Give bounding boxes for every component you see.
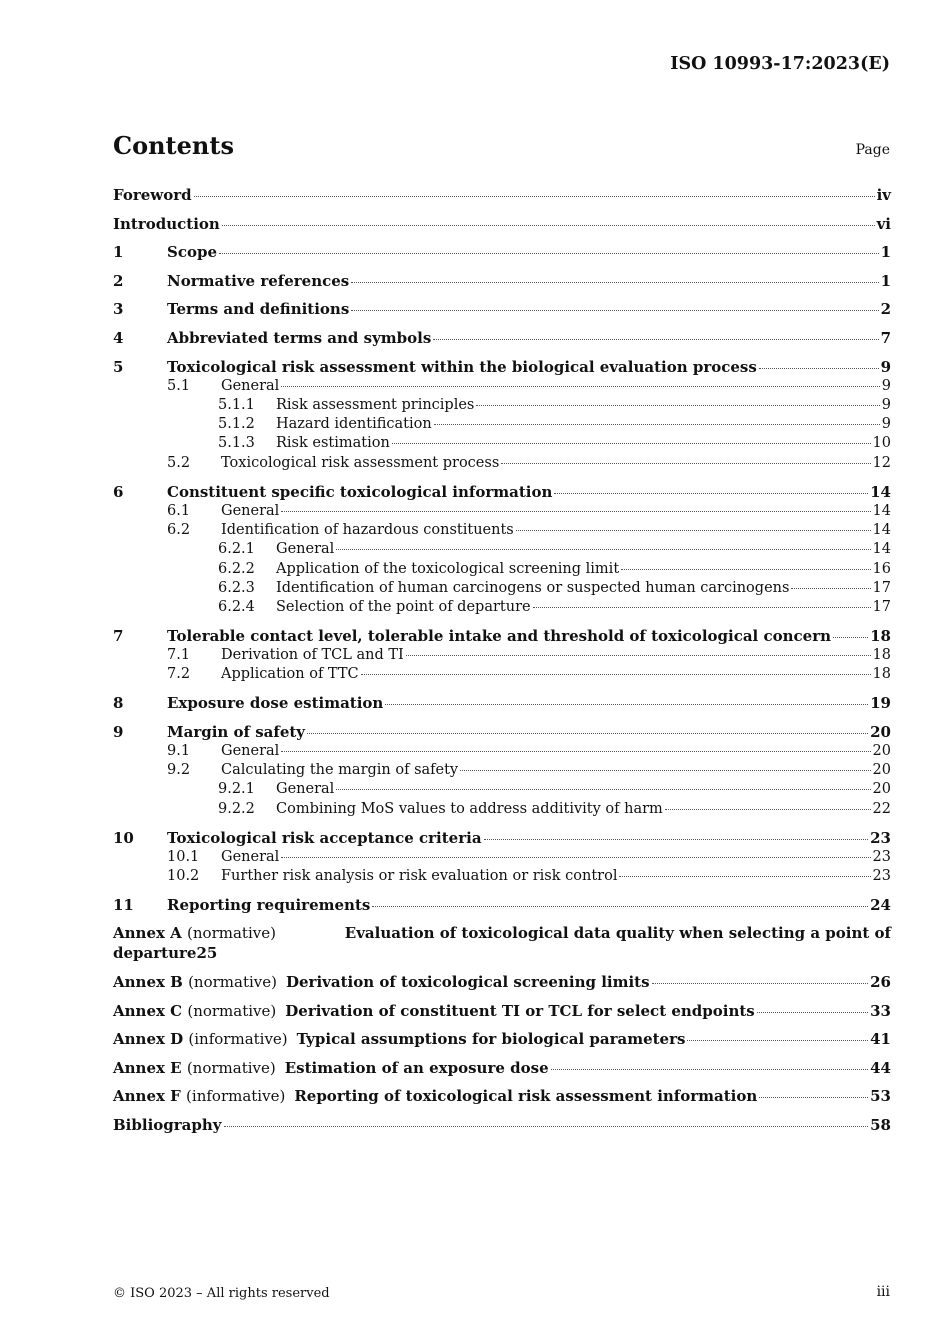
annex-label: Annex F <box>113 1087 181 1106</box>
leader-dots <box>757 1012 868 1013</box>
toc-entry-page: 9 <box>881 377 891 394</box>
toc-entry-page: 20 <box>872 781 891 798</box>
toc-entry-title: Tolerable contact level, tolerable intake and threshold of toxicological concern <box>167 627 832 646</box>
toc-entry-page: 1 <box>880 271 891 290</box>
toc-entry[interactable] <box>113 867 891 886</box>
annex-page: 41 <box>870 1030 891 1049</box>
leader-dots <box>791 588 870 589</box>
toc-entry-page: 23 <box>870 828 891 847</box>
leader-dots <box>621 569 870 570</box>
toc-entry-number: 2 <box>113 271 124 290</box>
annex-page: 26 <box>870 972 891 991</box>
toc-entry[interactable] <box>113 434 891 453</box>
toc-main-entries <box>113 185 891 915</box>
leader-dots <box>361 674 871 675</box>
toc-entry-number: 4 <box>113 328 124 347</box>
leader-dots <box>484 839 869 840</box>
toc-entry-page: vi <box>876 214 891 233</box>
toc-entry-title: Introduction <box>113 214 220 233</box>
toc-entry-page: 18 <box>870 627 891 646</box>
annex-type: (normative) <box>187 1001 277 1020</box>
annex-page: 53 <box>870 1087 891 1106</box>
toc-entry-number: 6.2.3 <box>218 579 255 596</box>
annex-type: (informative) <box>186 1087 286 1106</box>
annex-label: Annex D <box>113 1030 184 1049</box>
toc-entry-page: 18 <box>872 666 891 683</box>
toc-entry-title: Terms and definitions <box>167 300 350 319</box>
toc-entry-page: 12 <box>872 454 891 471</box>
toc-entry-page: 24 <box>870 895 891 914</box>
bibliography-page: 58 <box>870 1115 891 1134</box>
toc-entry-page: 10 <box>872 435 891 452</box>
toc-entry-title: General <box>221 502 280 519</box>
toc-entry-number: 10 <box>113 828 134 847</box>
annex-title: Estimation of an exposure dose <box>284 1058 549 1077</box>
toc-entry-title: General <box>221 377 280 394</box>
toc-entry-title: Normative references <box>167 271 350 290</box>
leader-dots <box>551 1069 869 1070</box>
toc-entry-title: Identification of hazardous constituents <box>221 521 514 538</box>
annex-a-page: 25 <box>196 944 218 963</box>
leader-dots <box>460 770 870 771</box>
annex-type: (informative) <box>188 1030 288 1049</box>
leader-dots <box>336 789 870 790</box>
toc-entry[interactable] <box>113 742 891 761</box>
leader-dots <box>281 386 879 387</box>
toc-entry-title: Toxicological risk acceptance criteria <box>167 828 482 847</box>
annex-type: (normative) <box>186 1058 276 1077</box>
toc-entry-title: General <box>221 848 280 865</box>
toc-entry[interactable] <box>113 242 891 262</box>
toc-entry-page: 9 <box>881 416 891 433</box>
toc-entry-title: Risk assessment principles <box>276 396 475 413</box>
toc-entry-title: Identification of human carcinogens or suspected human carcinogens <box>276 579 790 596</box>
toc-entry[interactable] <box>113 761 891 780</box>
toc-entry-number: 1 <box>113 243 124 262</box>
toc-entry-title: Toxicological risk assessment within the biological evaluation process <box>167 357 757 376</box>
toc-entry-annex[interactable] <box>113 972 891 992</box>
toc-entry-title: General <box>276 781 335 798</box>
toc-entry[interactable] <box>113 299 891 319</box>
footer-copyright: © ISO 2023 – All rights reserved <box>113 1286 330 1301</box>
leader-dots <box>759 1097 868 1098</box>
leader-dots <box>516 530 871 531</box>
leader-dots <box>372 906 868 907</box>
leader-dots <box>554 493 868 494</box>
toc-entry[interactable] <box>113 722 891 742</box>
leader-dots <box>759 368 879 369</box>
toc-entry[interactable] <box>113 665 891 684</box>
leader-dots <box>281 511 870 512</box>
toc-entry-title: General <box>276 541 335 558</box>
leader-dots <box>433 339 878 340</box>
toc-entry-number: 7.2 <box>167 666 191 683</box>
leader-dots <box>392 443 871 444</box>
leader-dots <box>336 549 870 550</box>
toc-entry-title: Risk estimation <box>276 435 390 452</box>
toc-entry-number: 6.2.1 <box>218 541 255 558</box>
toc-entry-page: 20 <box>870 722 891 741</box>
contents-title: Contents <box>113 131 234 160</box>
leader-dots <box>351 282 878 283</box>
toc-entry-number: 5.2 <box>167 454 191 471</box>
toc-entry[interactable] <box>113 502 891 521</box>
leader-dots <box>307 733 868 734</box>
toc-entry-number: 6 <box>113 482 124 501</box>
toc-entry-page: 1 <box>880 243 891 262</box>
toc-entry[interactable] <box>113 521 891 540</box>
toc-entry-number: 6.2.2 <box>218 560 255 577</box>
toc-entry-page: 22 <box>872 800 891 817</box>
toc-entry-number: 5.1 <box>167 377 191 394</box>
toc-entry-annex[interactable] <box>113 1001 891 1021</box>
toc-entry-page: 14 <box>872 502 891 519</box>
toc-annex-entries <box>113 972 891 1106</box>
toc-entry[interactable] <box>113 540 891 559</box>
annex-a-type: (normative) <box>187 924 276 943</box>
toc-entry-number: 3 <box>113 300 124 319</box>
toc-entry[interactable] <box>113 693 891 713</box>
footer-page-number: iii <box>876 1284 890 1300</box>
toc-entry-title: Margin of safety <box>167 722 306 741</box>
annex-label: Annex B <box>113 972 183 991</box>
toc-entry[interactable] <box>113 828 891 848</box>
toc-entry-number: 5 <box>113 357 124 376</box>
toc-entry-page: 17 <box>872 579 891 596</box>
toc-entry-title: Scope <box>167 243 218 262</box>
toc-entry[interactable] <box>113 800 891 819</box>
page-column-label: Page <box>855 142 890 158</box>
toc-entry-number: 6.2.4 <box>218 599 255 616</box>
annex-a-title-line1: Evaluation of toxicological data quality when selecting a point of <box>344 924 891 943</box>
leader-dots <box>619 876 870 877</box>
leader-dots <box>652 983 869 984</box>
toc-entry-number: 9.2 <box>167 762 191 779</box>
document-id: ISO 10993-17:2023(E) <box>670 54 890 74</box>
toc-entry-number: 6.1 <box>167 502 191 519</box>
toc-entry-number: 9.2.2 <box>218 800 255 817</box>
toc-entry-page: 9 <box>880 357 891 376</box>
toc-entry-title: Hazard identification <box>276 416 432 433</box>
leader-dots <box>501 463 870 464</box>
toc-entry-page: 2 <box>880 300 891 319</box>
toc-entry-page: iv <box>876 186 891 204</box>
toc-entry-number: 11 <box>113 895 134 914</box>
toc-entry-title: Reporting requirements <box>167 895 371 914</box>
leader-dots <box>833 637 868 638</box>
toc-entry-title: Abbreviated terms and symbols <box>167 328 432 347</box>
toc-entry[interactable] <box>113 454 891 473</box>
toc-entry[interactable] <box>113 560 891 579</box>
leader-dots <box>222 225 875 226</box>
leader-dots <box>665 809 871 810</box>
leader-dots <box>281 751 870 752</box>
toc-entry-number: 10.1 <box>167 848 200 865</box>
toc-entry-title: Constituent specific toxicological information <box>167 482 553 501</box>
toc-entry[interactable] <box>113 598 891 617</box>
annex-page: 33 <box>870 1001 891 1020</box>
leader-dots <box>194 196 875 197</box>
leader-dots <box>434 424 880 425</box>
annex-page: 44 <box>870 1058 891 1077</box>
toc-entry-bibliography[interactable] <box>113 1115 891 1135</box>
annex-a-label: Annex A <box>113 924 182 943</box>
toc-entry-number: 9.1 <box>167 742 191 759</box>
toc-entry-annex-a[interactable] <box>113 923 891 963</box>
leader-dots <box>281 857 870 858</box>
leader-dots <box>533 607 871 608</box>
toc-entry[interactable] <box>113 780 891 799</box>
toc-entry-page: 20 <box>872 742 891 759</box>
toc-entry-title: General <box>221 742 280 759</box>
toc-entry[interactable] <box>113 848 891 867</box>
toc-entry[interactable] <box>113 415 891 434</box>
leader-dots <box>224 1126 869 1127</box>
toc-entry-number: 9 <box>113 722 124 741</box>
toc-entry-page: 14 <box>872 521 891 538</box>
annex-type: (normative) <box>188 972 277 991</box>
toc-entry-page: 23 <box>872 867 891 884</box>
toc-entry-page: 7 <box>880 328 891 347</box>
toc-entry-number: 5.1.2 <box>218 416 255 433</box>
toc-entry[interactable] <box>113 895 891 915</box>
toc-entry-number: 7 <box>113 627 124 646</box>
toc-entry-number: 7.1 <box>167 647 191 664</box>
leader-dots <box>351 310 878 311</box>
toc-entry-number: 10.2 <box>167 867 200 884</box>
toc-entry-page: 20 <box>872 762 891 779</box>
toc-entry-title: Toxicological risk assessment process <box>221 454 500 471</box>
toc-entry-title: Foreword <box>113 186 192 204</box>
toc-entry-page: 16 <box>872 560 891 577</box>
leader-dots <box>687 1040 868 1041</box>
annex-title: Derivation of constituent TI or TCL for select endpoints <box>285 1001 755 1020</box>
toc-entry-page: 14 <box>870 482 891 501</box>
toc-entry-number: 8 <box>113 694 124 713</box>
toc-entry[interactable] <box>113 214 891 234</box>
toc-entry-number: 5.1.1 <box>218 396 255 413</box>
toc-entry-title: Derivation of TCL and TI <box>221 647 404 664</box>
toc-entry-title: Combining MoS values to address additivity of harm <box>276 800 663 817</box>
toc-entry-title: Further risk analysis or risk evaluation or risk control <box>221 867 618 884</box>
leader-dots <box>219 253 879 254</box>
toc-entry-annex[interactable] <box>113 1058 891 1078</box>
toc-entry-page: 14 <box>872 541 891 558</box>
toc-entry[interactable] <box>113 396 891 415</box>
toc-entry-page: 9 <box>881 396 891 413</box>
annex-a-title-line2: departure <box>113 944 197 963</box>
toc-entry[interactable] <box>113 377 891 396</box>
toc-entry-title: Exposure dose estimation <box>167 694 384 713</box>
toc-entry-page: 18 <box>872 647 891 664</box>
toc-entry-title: Calculating the margin of safety <box>221 762 459 779</box>
toc-entry-title: Selection of the point of departure <box>276 599 531 616</box>
annex-title: Reporting of toxicological risk assessment information <box>294 1087 758 1106</box>
annex-title: Typical assumptions for biological parameters <box>296 1030 686 1049</box>
toc-entry[interactable] <box>113 185 891 205</box>
toc-entry[interactable] <box>113 646 891 665</box>
toc-entry-number: 6.2 <box>167 521 191 538</box>
leader-dots <box>476 405 879 406</box>
toc-entry[interactable] <box>113 626 891 646</box>
annex-label: Annex E <box>113 1058 182 1077</box>
toc-entry-annex[interactable] <box>113 1086 891 1106</box>
table-of-contents <box>113 185 891 1135</box>
toc-entry-number: 9.2.1 <box>218 781 255 798</box>
toc-entry-page: 17 <box>872 599 891 616</box>
toc-entry-number: 5.1.3 <box>218 435 255 452</box>
toc-entry-title: Application of TTC <box>221 666 359 683</box>
annex-title: Derivation of toxicological screening limits <box>286 972 650 991</box>
toc-entry-title: Application of the toxicological screening limit <box>276 560 620 577</box>
annex-label: Annex C <box>113 1001 183 1020</box>
toc-entry[interactable] <box>113 357 891 377</box>
toc-entry[interactable] <box>113 579 891 598</box>
bibliography-title: Bibliography <box>113 1115 222 1134</box>
toc-entry[interactable] <box>113 482 891 502</box>
toc-entry-page: 19 <box>870 694 891 713</box>
leader-dots <box>406 655 871 656</box>
toc-entry-annex[interactable] <box>113 1029 891 1049</box>
toc-entry[interactable] <box>113 328 891 348</box>
toc-entry-page: 23 <box>872 848 891 865</box>
toc-entry[interactable] <box>113 271 891 291</box>
leader-dots <box>385 704 868 705</box>
